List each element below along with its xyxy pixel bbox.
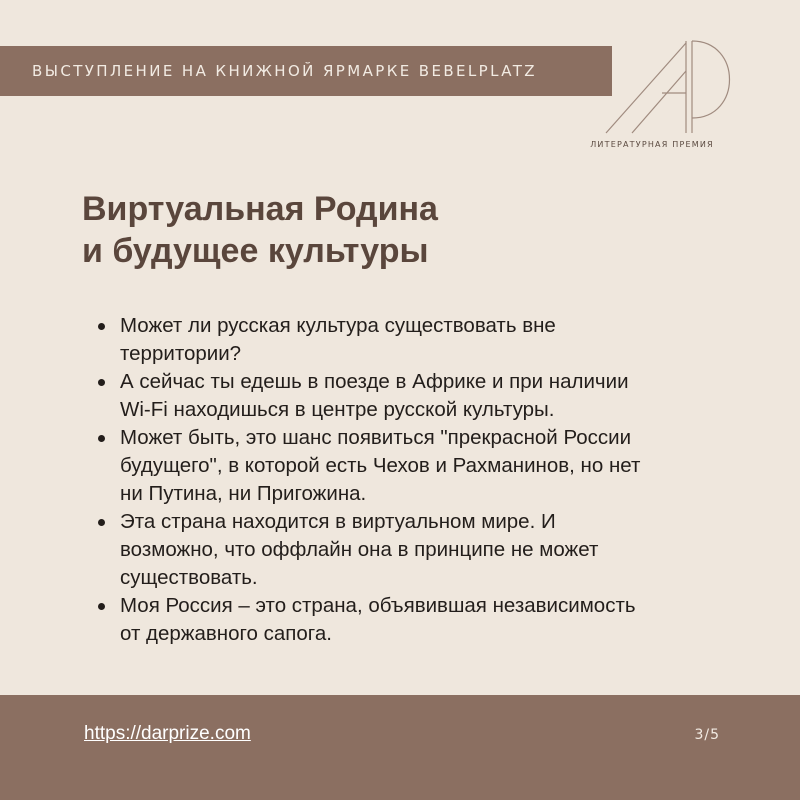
bullet-item — [90, 368, 740, 424]
top-banner — [0, 46, 612, 96]
bullet-item — [90, 592, 740, 648]
bullet-dot-icon — [98, 519, 105, 526]
bullet-line: ни Путина, ни Пригожина. — [120, 482, 367, 505]
bullet-line: Может быть, это шанс появиться "прекрасной России — [120, 426, 632, 449]
bullet-line: Может ли русская культура существовать вне — [120, 314, 556, 337]
bullet-line: существовать. — [120, 566, 258, 589]
bullet-line: территории? — [120, 342, 242, 365]
page-counter: 3/5 — [694, 727, 720, 743]
bullet-item — [90, 508, 740, 592]
bullet-dot-icon — [98, 435, 105, 442]
bullet-line: от державного сапога. — [120, 622, 332, 645]
banner-text: ВЫСТУПЛЕНИЕ НА КНИЖНОЙ ЯРМАРКЕ BEBELPLATZ — [32, 62, 537, 80]
bullet-line: Моя Россия – это страна, объявившая независимость — [120, 594, 636, 617]
title-line-2: и будущее культуры — [82, 232, 429, 270]
bullet-dot-icon — [98, 323, 105, 330]
bullet-list — [90, 312, 740, 648]
bullet-line: Wi-Fi находишься в центре русской культуры. — [120, 398, 555, 421]
bullet-line: будущего", в которой есть Чехов и Рахманинов, но нет — [120, 454, 641, 477]
bullet-line: Эта страна находится в виртуальном мире. И — [120, 510, 556, 533]
bullet-item — [90, 312, 740, 368]
bullet-item — [90, 424, 740, 508]
logo-caption: ЛИТЕРАТУРНАЯ ПРЕМИЯ — [590, 140, 714, 149]
bullet-line: А сейчас ты едешь в поезде в Африке и при наличии — [120, 370, 629, 393]
bullet-line: возможно, что оффлайн она в принципе не может — [120, 538, 599, 561]
footer-bar — [0, 695, 800, 800]
title-line-1: Виртуальная Родина — [82, 190, 438, 228]
website-link[interactable]: https://darprize.com — [84, 723, 251, 744]
page-title — [82, 188, 642, 272]
bullet-dot-icon — [98, 379, 105, 386]
bullet-dot-icon — [98, 603, 105, 610]
